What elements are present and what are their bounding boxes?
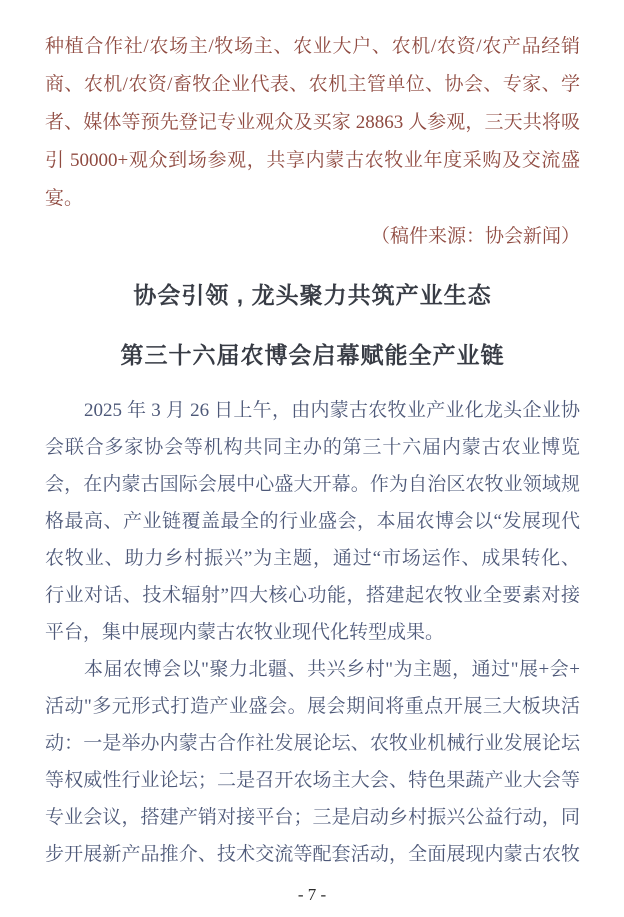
- article-text-line: 会，在内蒙古国际会展中心盛大开幕。作为自治区农牧业领域规: [45, 474, 580, 495]
- article-text-line: 格最高、产业链覆盖最全的行业盛会，本届农博会以“发展现代: [45, 511, 580, 532]
- intro-text-line: 种植合作社/农场主/牧场主、农业大户、农机/农资/农产品经销: [45, 36, 580, 57]
- intro-text-line: 引 50000+观众到场参观，共享内蒙古农牧业年度采购及交流盛: [45, 150, 580, 171]
- article-title-line-2: 第三十六届农博会启幕赋能全产业链: [120, 342, 505, 368]
- article-text-line: 动：一是举办内蒙古合作社发展论坛、农牧业机械行业发展论坛: [45, 733, 580, 754]
- article-text-line: 会联合多家协会等机构共同主办的第三十六届内蒙古农业博览: [45, 437, 580, 458]
- source-attribution: （稿件来源：协会新闻）: [370, 226, 580, 247]
- intro-text-line: 者、媒体等预先登记专业观众及买家 28863 人参观，三天共将吸: [45, 112, 580, 133]
- article-text-line: 活动"多元形式打造产业盛会。展会期间将重点开展三大板块活: [45, 696, 580, 717]
- article-paragraph-1: [45, 392, 580, 651]
- page-number: - 7 -: [297, 885, 327, 904]
- intro-paragraph: [45, 28, 580, 218]
- article-title-line-1: 协会引领 , 龙头聚力共筑产业生态: [133, 282, 492, 308]
- article-text-line: 步开展新产品推介、技术交流等配套活动，全面展现内蒙古农牧: [45, 844, 580, 865]
- article-text-line: 等权威性行业论坛；二是召开农场主大会、特色果蔬产业大会等: [45, 770, 580, 791]
- intro-text-line: 宴。: [45, 188, 84, 209]
- article-text-line: 专业会议，搭建产销对接平台；三是启动乡村振兴公益行动，同: [45, 807, 580, 828]
- article-text-line: 农牧业、助力乡村振兴”为主题，通过“市场运作、成果转化、: [45, 548, 580, 569]
- article-text-line: 平台，集中展现内蒙古农牧业现代化转型成果。: [45, 622, 445, 643]
- article-text-line: 本届农博会以"聚力北疆、共兴乡村"为主题，通过"展+会+: [84, 659, 580, 680]
- article-text-line: 2025 年 3 月 26 日上午，由内蒙古农牧业产业化龙头企业协: [84, 400, 580, 421]
- intro-text-line: 商、农机/农资/畜牧企业代表、农机主管单位、协会、专家、学: [45, 74, 580, 95]
- article-text-line: 行业对话、技术辐射”四大核心功能，搭建起农牧业全要素对接: [45, 585, 580, 606]
- article-paragraph-2: [45, 651, 580, 873]
